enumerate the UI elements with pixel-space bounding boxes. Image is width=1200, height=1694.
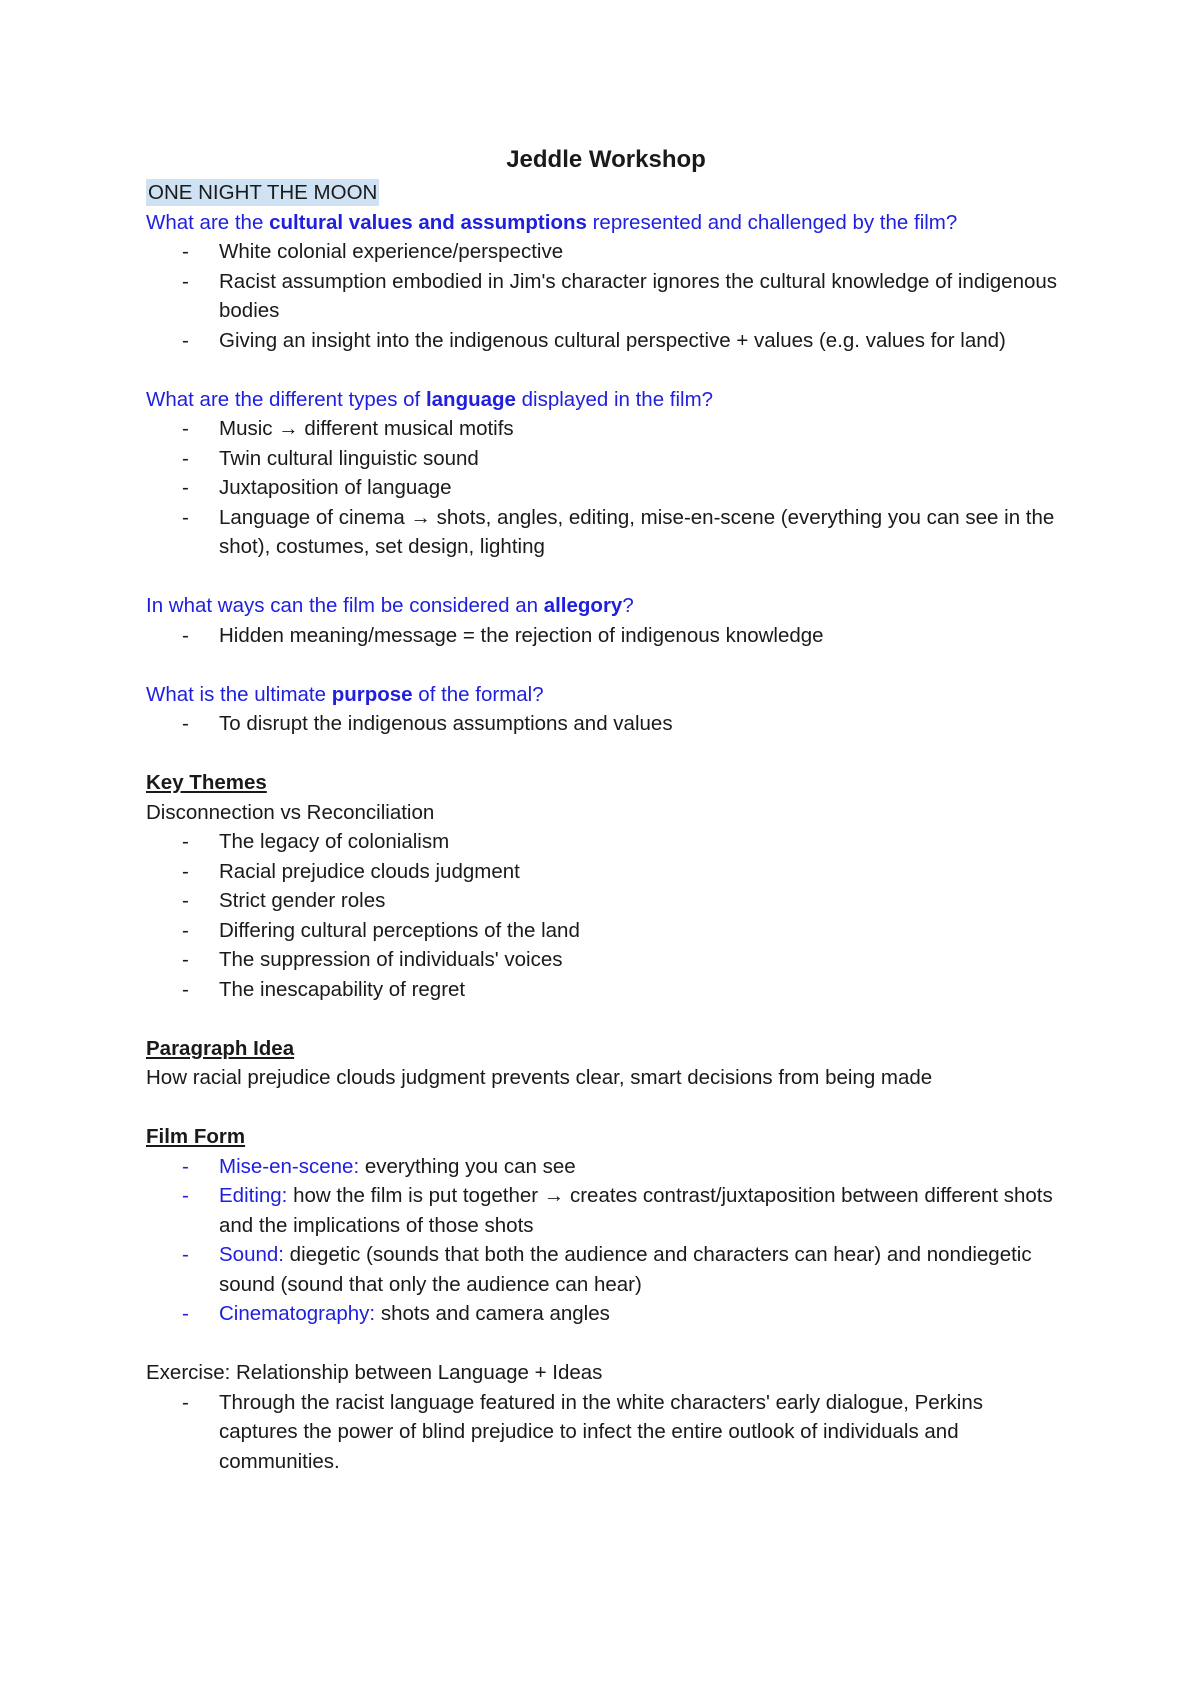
list-item: - Editing: how the film is put together → creates contrast/juxtaposition between different shots and the implications of those shots	[182, 1184, 1053, 1237]
exercise-list	[146, 1388, 1066, 1477]
question-language: What are the different types of language displayed in the film?	[146, 387, 714, 411]
allegory-list	[146, 621, 1066, 651]
list-item: - The inescapability of regret	[182, 977, 466, 1001]
list-item: - Through the racist language featured in the white characters' early dialogue, Perkins captures the power of blind prejudice to infect the entire outlook of individuals and communities.	[182, 1390, 983, 1473]
list-item: - Strict gender roles	[182, 889, 386, 912]
exercise-heading: Exercise: Relationship between Language + Ideas	[146, 1361, 603, 1384]
list-item: - Twin cultural linguistic sound	[182, 446, 479, 470]
list-item: - Racist assumption embodied in Jim's character ignores the cultural knowledge of indigenous bodies	[182, 269, 1058, 322]
list-item: - The suppression of individuals' voices	[182, 948, 563, 971]
question-cultural-values: What are the cultural values and assumptions represented and challenged by the film?	[146, 210, 958, 234]
list-item: - Hidden meaning/message = the rejection of indigenous knowledge	[182, 623, 824, 647]
key-themes-subtitle: Disconnection vs Reconciliation	[146, 800, 435, 824]
document-page	[146, 142, 1066, 1476]
question-allegory: In what ways can the film be considered an allegory?	[146, 594, 634, 617]
paragraph-idea-text: How racial prejudice clouds judgment prevents clear, smart decisions from being made	[146, 1066, 933, 1089]
key-themes-heading: Key Themes	[146, 771, 267, 794]
list-item: - Sound: diegetic (sounds that both the audience and characters can hear) and nondiegetic sound (sound that only the audience can hear)	[182, 1243, 1032, 1296]
question-purpose: What is the ultimate purpose of the formal?	[146, 682, 544, 706]
cultural-values-list	[146, 237, 1066, 355]
list-item: - Mise-en-scene: everything you can see	[182, 1154, 576, 1178]
document-title: Jeddle Workshop	[506, 146, 706, 173]
key-themes-list	[146, 827, 1066, 1004]
film-form-heading: Film Form	[146, 1125, 246, 1148]
film-form-list	[146, 1152, 1066, 1329]
list-item: - To disrupt the indigenous assumptions and values	[182, 712, 673, 735]
film-title-line	[146, 178, 1066, 208]
list-item: - Cinematography: shots and camera angles	[182, 1302, 610, 1325]
paragraph-idea-heading: Paragraph Idea	[146, 1036, 295, 1060]
film-title: ONE NIGHT THE MOON	[148, 181, 378, 204]
list-item: - Giving an insight into the indigenous cultural perspective + values (e.g. values for land)	[182, 328, 1006, 352]
language-list	[146, 414, 1066, 562]
list-item: - The legacy of colonialism	[182, 830, 450, 853]
list-item: - Racial prejudice clouds judgment	[182, 859, 520, 883]
purpose-list	[146, 709, 1066, 739]
list-item: - Differing cultural perceptions of the land	[182, 918, 580, 942]
list-item: - Juxtaposition of language	[182, 476, 452, 499]
list-item: - Music → different musical motifs	[182, 417, 514, 440]
list-item: - White colonial experience/perspective	[182, 240, 564, 263]
list-item: - Language of cinema → shots, angles, editing, mise-en-scene (everything you can see in the shot), costumes, set design, lighting	[182, 505, 1055, 558]
